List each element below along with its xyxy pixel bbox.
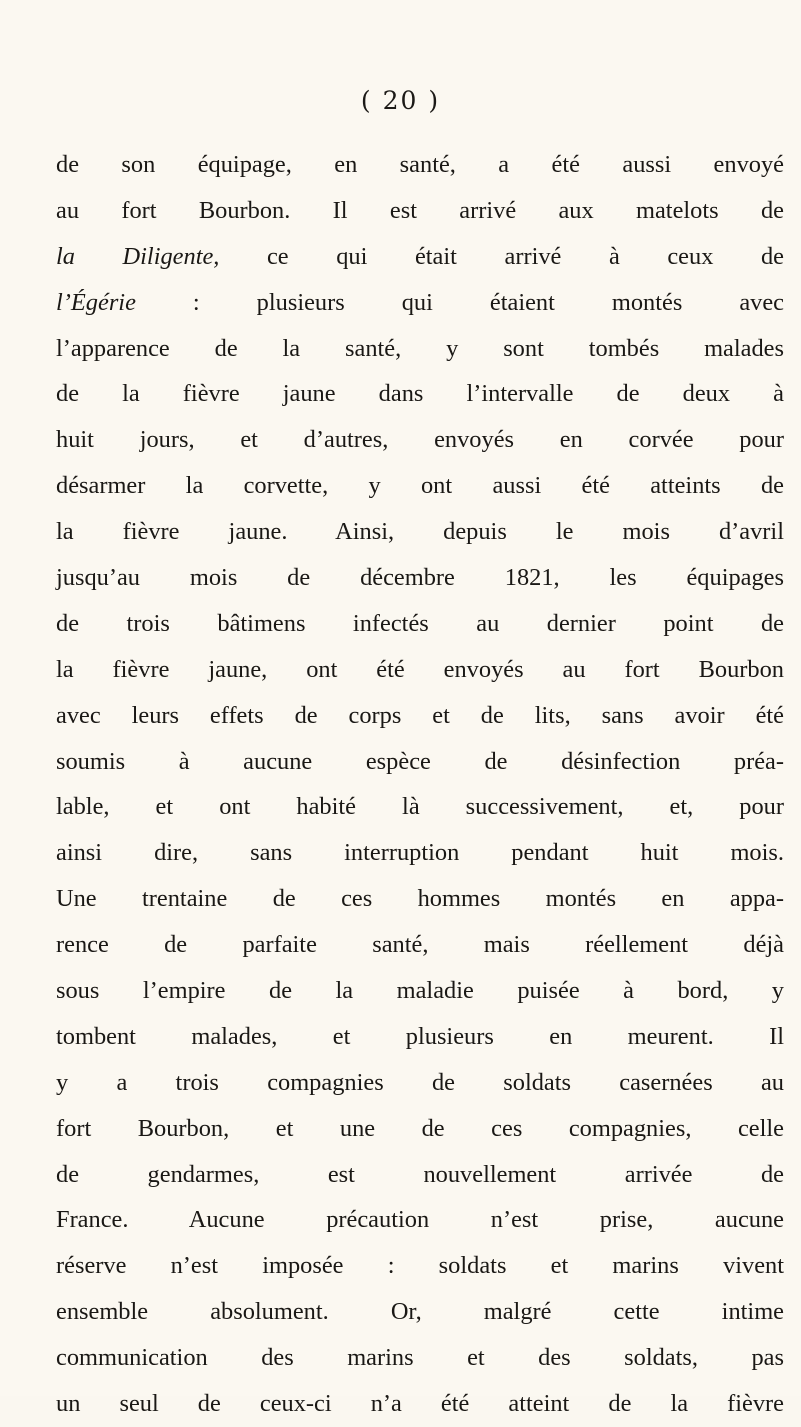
text-line: sous l’empire de la maladie puisée à bord, y (56, 977, 784, 1005)
text-line: fort Bourbon, et une de ces compagnies, celle (56, 1114, 784, 1142)
text-line: de son équipage, en santé, a été aussi envoyé (56, 151, 784, 178)
text-line: tombent malades, et plusieurs en meurent. Il (56, 1022, 784, 1050)
text-line (56, 280, 784, 326)
ship-name-italic: la Diligente, (56, 242, 220, 270)
text-line (56, 234, 784, 280)
text-line: l’apparence de la santé, y sont tombés malades (56, 334, 784, 362)
text-line: réserve n’est imposée : soldats et marins vivent (56, 1252, 784, 1280)
text-line: soumis à aucune espèce de désinfection préa- (56, 747, 784, 775)
text-line: au fort Bourbon. Il est arrivé aux matelots de (56, 196, 784, 224)
text-line: ensemble absolument. Or, malgré cette intime (56, 1298, 784, 1326)
text-line: communication des marins et des soldats, pas (56, 1344, 784, 1372)
text-line: huit jours, et d’autres, envoyés en corvée pour (56, 426, 784, 454)
text-line: de trois bâtimens infectés au dernier point de (56, 609, 784, 637)
text-line: jusqu’au mois de décembre 1821, les équipages (56, 564, 784, 592)
text-line: désarmer la corvette, y ont aussi été atteints de (56, 472, 784, 500)
text-line: France. Aucune précaution n’est prise, aucune (56, 1206, 784, 1234)
text-line: la fièvre jaune, ont été envoyés au fort Bourbon (56, 655, 784, 683)
text-line: avec leurs effets de corps et de lits, sans avoir été (56, 701, 784, 729)
text-line: Une trentaine de ces hommes montés en appa- (56, 885, 784, 913)
page-number: ( 20 ) (360, 86, 441, 115)
text-line: un seul de ceux-ci n’a été atteint de la fièvre (56, 1390, 784, 1418)
text-span: : plusieurs qui étaient montés avec (135, 288, 784, 316)
text-line: rence de parfaite santé, mais réellement déjà (56, 931, 784, 959)
text-line: ainsi dire, sans interruption pendant huit mois. (56, 839, 784, 867)
text-line: de gendarmes, est nouvellement arrivée de (56, 1160, 784, 1188)
text-line: de la fièvre jaune dans l’intervalle de deux à (56, 380, 784, 408)
text-line: y a trois compagnies de soldats casernées au (56, 1068, 784, 1096)
text-line: lable, et ont habité là successivement, et, pour (56, 793, 784, 821)
ship-name-italic: l’Égérie (56, 288, 136, 316)
body-text (56, 142, 784, 1427)
text-span: ce qui était arrivé à ceux de (219, 242, 784, 270)
text-line: la fièvre jaune. Ainsi, depuis le mois d’avril (56, 518, 784, 546)
